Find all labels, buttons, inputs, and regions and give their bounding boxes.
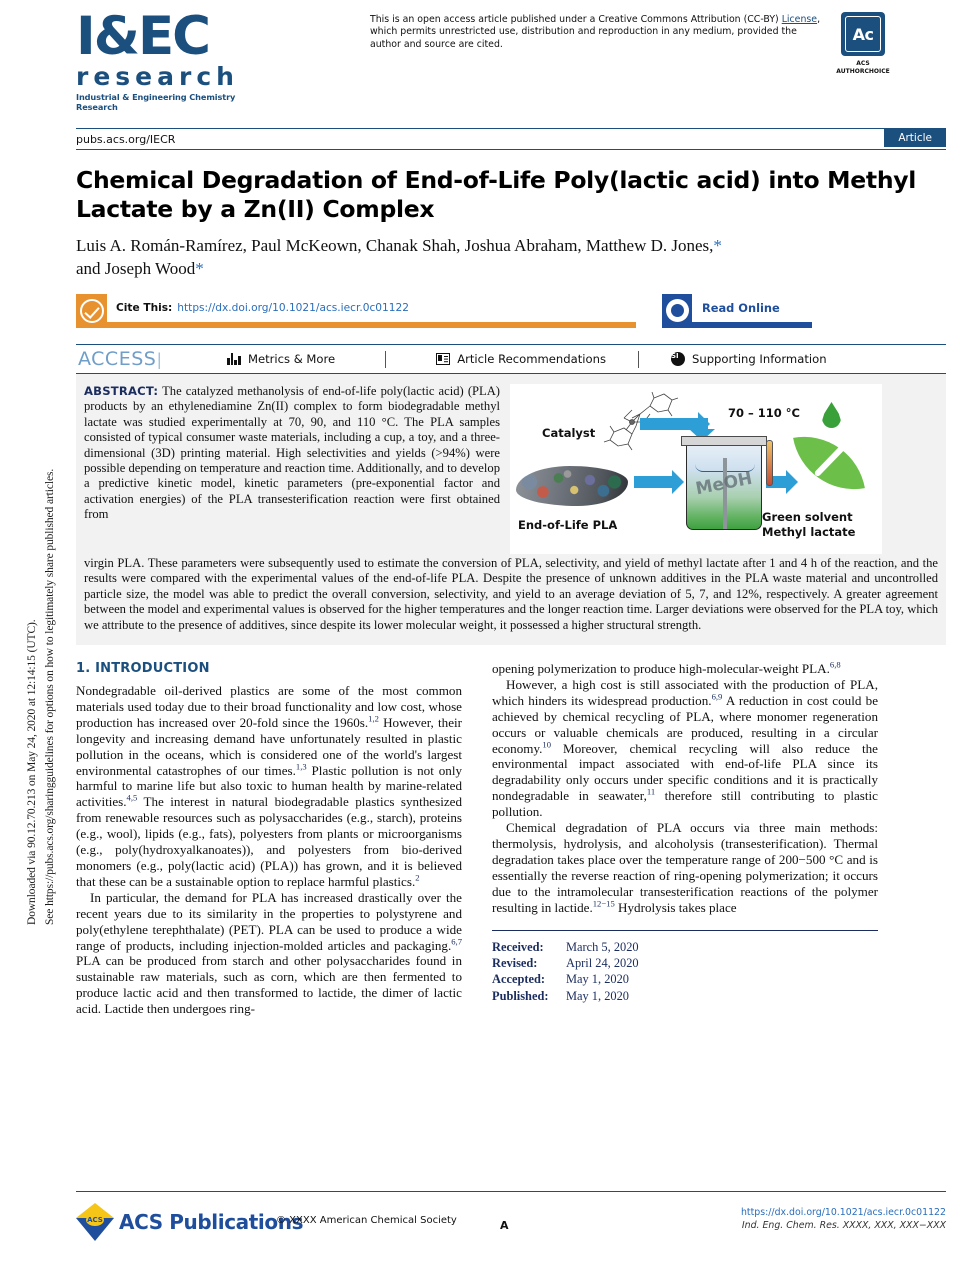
p5-ref-1[interactable]: 12−15 xyxy=(592,898,615,909)
journal-word: research xyxy=(76,62,239,91)
toc-product-label-1: Green solvent xyxy=(762,510,853,524)
cite-this-label: Cite This: xyxy=(116,302,173,314)
reactor-body xyxy=(686,446,762,530)
masthead xyxy=(62,0,960,128)
intro-paragraph-5 xyxy=(492,820,878,915)
metrics-label[interactable]: Metrics & More xyxy=(247,352,336,366)
license-text-after: , which permits unrestricted use, distribution and reproduction in any medium, provided the author and source are cited. xyxy=(370,14,821,50)
p4-a: However, a high cost is still associated with the production of PLA, which hinders its widespread production. xyxy=(492,676,878,708)
reactor-solvent-label: MeOH xyxy=(694,468,754,500)
metrics-bar-chart-icon xyxy=(227,353,241,365)
toc-feed-label: End-of-Life PLA xyxy=(518,518,618,532)
read-online-label[interactable]: Read Online xyxy=(692,294,812,322)
date-row xyxy=(492,955,878,971)
section-heading-introduction: 1. INTRODUCTION xyxy=(76,661,210,677)
publication-dates-block xyxy=(492,930,878,1005)
access-pipe: | xyxy=(157,348,161,369)
authorchoice-caption: ACS AUTHORCHOICE xyxy=(836,60,890,75)
toc-arrow-feed xyxy=(634,476,672,488)
supporting-information-icon: SI xyxy=(671,352,685,366)
right-column xyxy=(492,661,878,1017)
left-margin-notes xyxy=(0,0,62,1265)
intro-paragraph-1 xyxy=(76,683,462,890)
abstract-body-tail: virgin PLA. These parameters were subsequently used to estimate the conversion of PLA, selectivity, and yield of methyl lactate after 1 and 4 h of the reaction, and the results were compared with the experimental values of the end-of-life PLA. Despite the presence of unknown additives in the PLA waste material and uncontrolled particle size, the model was able to predict the overall conversion, selectivity, and yield to an average deviation of 5, 7, and 12%, respectively. A greater agreement between the model and experimental values is observed for the higher temperatures and the longer reaction time. Larger deviations were observed for the PLA toy, which we attribute to the presence of additives, since despite its lower molecular weight, it possessed a higher structural strength. xyxy=(84,556,938,632)
p1-ref-2[interactable]: 1,3 xyxy=(295,761,307,772)
title-block xyxy=(76,166,946,280)
authorchoice-badge-text: Ac xyxy=(845,16,881,52)
access-bar xyxy=(76,344,946,374)
reactor-lid xyxy=(681,436,767,446)
p2-ref-1[interactable]: 6,7 xyxy=(451,936,462,947)
acs-diamond-icon xyxy=(76,1203,114,1241)
p4-c: Moreover, chemical recycling will also reduce the environmental impact associated with end-of-life PLA since its degradability only occurs under specific conditions and it is practically nondegradable in seawater, xyxy=(492,740,878,804)
p5-b: Hydrolysis takes place xyxy=(614,899,737,915)
abstract-label: ABSTRACT: xyxy=(84,384,159,398)
corresponding-author-asterisk-2: * xyxy=(195,259,204,278)
p1-c: Plastic pollution is not only harmful to marine life but also toxic to human health by marine-related activities. xyxy=(76,762,462,810)
toc-plastic-waste-image xyxy=(516,466,628,506)
authors-line-2: and Joseph Wood xyxy=(76,259,196,278)
footer-doi-link[interactable]: https://dx.doi.org/10.1021/acs.iecr.0c01122 xyxy=(740,1207,946,1218)
journal-logo xyxy=(76,6,276,112)
running-head-bar xyxy=(76,128,946,150)
article-page xyxy=(62,0,960,1265)
p1-d: The interest in natural biodegradable plastics synthesized from renewable resources such as polysaccharides (e.g., starch), proteins (e.g., wool), lipids (e.g., fats), polyesters from plants or microorganisms (e.g., poly(hydroxyalkanoates)), and polyesters from bio-derived monomers (e.g., poly(lactic acid) (PLA)) has grown, and it is believed that these can be a sustainable option to replace harmful plastics. xyxy=(76,794,462,889)
divider-2 xyxy=(638,351,639,368)
green-droplet-icon xyxy=(822,402,841,428)
cite-bar xyxy=(76,294,946,334)
corresponding-author-asterisk-1: * xyxy=(713,236,722,255)
read-online-icon xyxy=(666,299,689,322)
acs-publications-logo xyxy=(76,1203,303,1241)
p2-b: PLA can be produced from starch and other polysaccharides found in sustainable raw materials, such as corn, which are then fermented to produce lactic acid and then transformed to lactide, the dimer of lactic acid. Lactide then undergoes ring- xyxy=(76,953,462,1017)
journal-initials: I&EC xyxy=(76,6,210,67)
intro-paragraph-2 xyxy=(76,890,462,1017)
copyright-notice: © XXXX American Chemical Society xyxy=(276,1215,457,1226)
license-text-before: This is an open access article published under a Creative Commons Attribution (CC-BY) xyxy=(370,14,782,25)
supporting-information-button[interactable] xyxy=(671,352,827,366)
footer-divider xyxy=(76,1191,946,1192)
p4-ref-1[interactable]: 6,9 xyxy=(711,691,723,702)
date-key: Revised: xyxy=(492,955,538,970)
date-value: May 1, 2020 xyxy=(566,988,629,1003)
p4-b: A reduction in cost could be achieved by chemical recycling of PLA, where monomer regeneration occurs or valuable chemicals are produced, resulting in a circular economy. xyxy=(492,692,879,756)
thermometer-icon xyxy=(766,440,773,486)
downloaded-via-note: Downloaded via 90.12.70.213 on May 24, 2020 at 12:14:15 (UTC). xyxy=(26,619,38,925)
toc-graphic xyxy=(510,384,882,554)
date-row xyxy=(492,988,878,1004)
cite-doi-link[interactable]: https://dx.doi.org/10.1021/acs.iecr.0c01122 xyxy=(177,302,409,314)
date-value: March 5, 2020 xyxy=(566,939,639,954)
journal-url[interactable]: pubs.acs.org/IECR xyxy=(76,133,176,146)
date-row xyxy=(492,939,878,955)
p5-a: Chemical degradation of PLA occurs via three main methods: thermolysis, hydrolysis, and alcoholysis (transesterification). Thermal degradation takes place over the temperature range of 200−500 °C and is essentially the reverse reaction of ring-opening polymerization; it occurs due to the intramolecular transesterification reactions of the polymer resulting in lactide. xyxy=(492,820,878,915)
p4-ref-3[interactable]: 11 xyxy=(646,786,656,797)
authorchoice-icon xyxy=(841,12,885,56)
authors-line-1: Luis A. Román-Ramírez, Paul McKeown, Chanak Shah, Joshua Abraham, Matthew D. Jones, xyxy=(76,236,714,255)
date-key: Received: xyxy=(492,939,544,954)
date-key: Accepted: xyxy=(492,972,545,987)
cite-this-box xyxy=(76,294,636,328)
supporting-label[interactable]: Supporting Information xyxy=(691,352,827,366)
open-access-license-note xyxy=(370,14,822,51)
license-link[interactable]: License xyxy=(781,14,818,25)
toc-catalyst-label: Catalyst xyxy=(542,426,596,440)
access-label[interactable]: ACCESS xyxy=(78,348,157,370)
acs-diamond-core: ACS xyxy=(87,1216,103,1224)
date-row xyxy=(492,971,878,987)
abstract-text-column xyxy=(84,384,500,554)
author-list xyxy=(76,234,946,280)
toc-arrow-catalyst-down xyxy=(696,418,708,430)
body-columns xyxy=(76,661,946,1017)
cite-this-content xyxy=(107,294,636,322)
read-online-button[interactable] xyxy=(662,294,812,328)
toc-reactor xyxy=(686,436,762,530)
article-type-badge: Article xyxy=(884,129,946,147)
left-column xyxy=(76,661,462,1017)
abstract-body-start: The catalyzed methanolysis of end-of-life poly(lactic acid) (PLA) products by an ethylenediamine Zn(II) complex to form biodegradable methyl lactate was studied experimentally at 70, 90, and 110 °C. The PLA samples consisted of typical consumer waste materials, including a cup, a toy, and a three-dimensional (3D) printing material. High selectivities and yields (>94%) were possible depending on temperature and reaction time. Additionally, and to develop a predictive kinetic model, kinetic parameters (pre-exponential factor and activation energies) of the PLA transesterification reaction were first obtained from xyxy=(84,384,500,522)
divider-1 xyxy=(385,351,386,368)
intro-paragraph-4 xyxy=(492,677,878,820)
date-value: May 1, 2020 xyxy=(566,972,629,987)
p1-ref-1[interactable]: 1,2 xyxy=(368,713,379,724)
page-footer xyxy=(76,1197,946,1241)
sharing-guidelines-note: See https://pubs.acs.org/sharingguidelines for options on how to legitimately share published articles. xyxy=(44,468,56,925)
p1-a: Nondegradable oil-derived plastics are some of the most common materials used today due to their broad functionality and low cost, whose production has increased over 20-fold since the 1960s. xyxy=(76,683,462,730)
p3-a: opening polymerization to produce high-molecular-weight PLA. xyxy=(492,661,830,677)
footer-journal-citation: Ind. Eng. Chem. Res. XXXX, XXX, XXX−XXX xyxy=(741,1220,946,1231)
p1-ref-4[interactable]: 2 xyxy=(415,872,420,883)
article-recommendations-button[interactable] xyxy=(436,352,606,366)
p2-a: In particular, the demand for PLA has increased drastically over the recent years due to its similarity in the properties to polystyrene and poly(ethylene terephthalate) (PET). PLA can be used to produce a wide range of products, including injection-molded articles and packaging. xyxy=(76,889,462,953)
p4-ref-2[interactable]: 10 xyxy=(542,739,552,750)
p1-ref-3[interactable]: 4,5 xyxy=(126,793,138,804)
authorchoice-badge xyxy=(834,12,892,75)
page-title: Chemical Degradation of End-of-Life Poly(lactic acid) into Methyl Lactate by a Zn(II) Complex xyxy=(76,166,917,223)
p4-d: therefore still contributing to plastic pollution. xyxy=(492,788,878,820)
journal-tagline: Industrial & Engineering Chemistry Research xyxy=(76,92,236,112)
abstract-top-row xyxy=(84,384,938,554)
intro-paragraph-3 xyxy=(492,661,878,677)
date-value: April 24, 2020 xyxy=(566,955,639,970)
p3-ref-1[interactable]: 6,8 xyxy=(829,659,841,670)
footer-citation-block xyxy=(741,1207,946,1231)
article-recommendations-icon xyxy=(436,353,450,365)
recommendations-label[interactable]: Article Recommendations xyxy=(457,352,606,366)
toc-temperature-label: 70 – 110 °C xyxy=(728,406,800,420)
page-number: A xyxy=(500,1219,509,1232)
toc-product-label-2: Methyl lactate xyxy=(762,525,856,539)
metrics-and-more-button[interactable] xyxy=(227,352,335,366)
check-circle-icon xyxy=(80,299,104,323)
acs-publications-label: ACS Publications xyxy=(119,1210,304,1234)
date-key: Published: xyxy=(492,988,549,1003)
abstract-block xyxy=(76,374,946,645)
green-leaf-icon xyxy=(793,427,865,499)
p1-b: However, their longevity and increasing demand have unfortunately resulted in plastic pollution in the oceans, which is considered one of the world's largest environmental catastrophes of our times. xyxy=(76,714,462,778)
